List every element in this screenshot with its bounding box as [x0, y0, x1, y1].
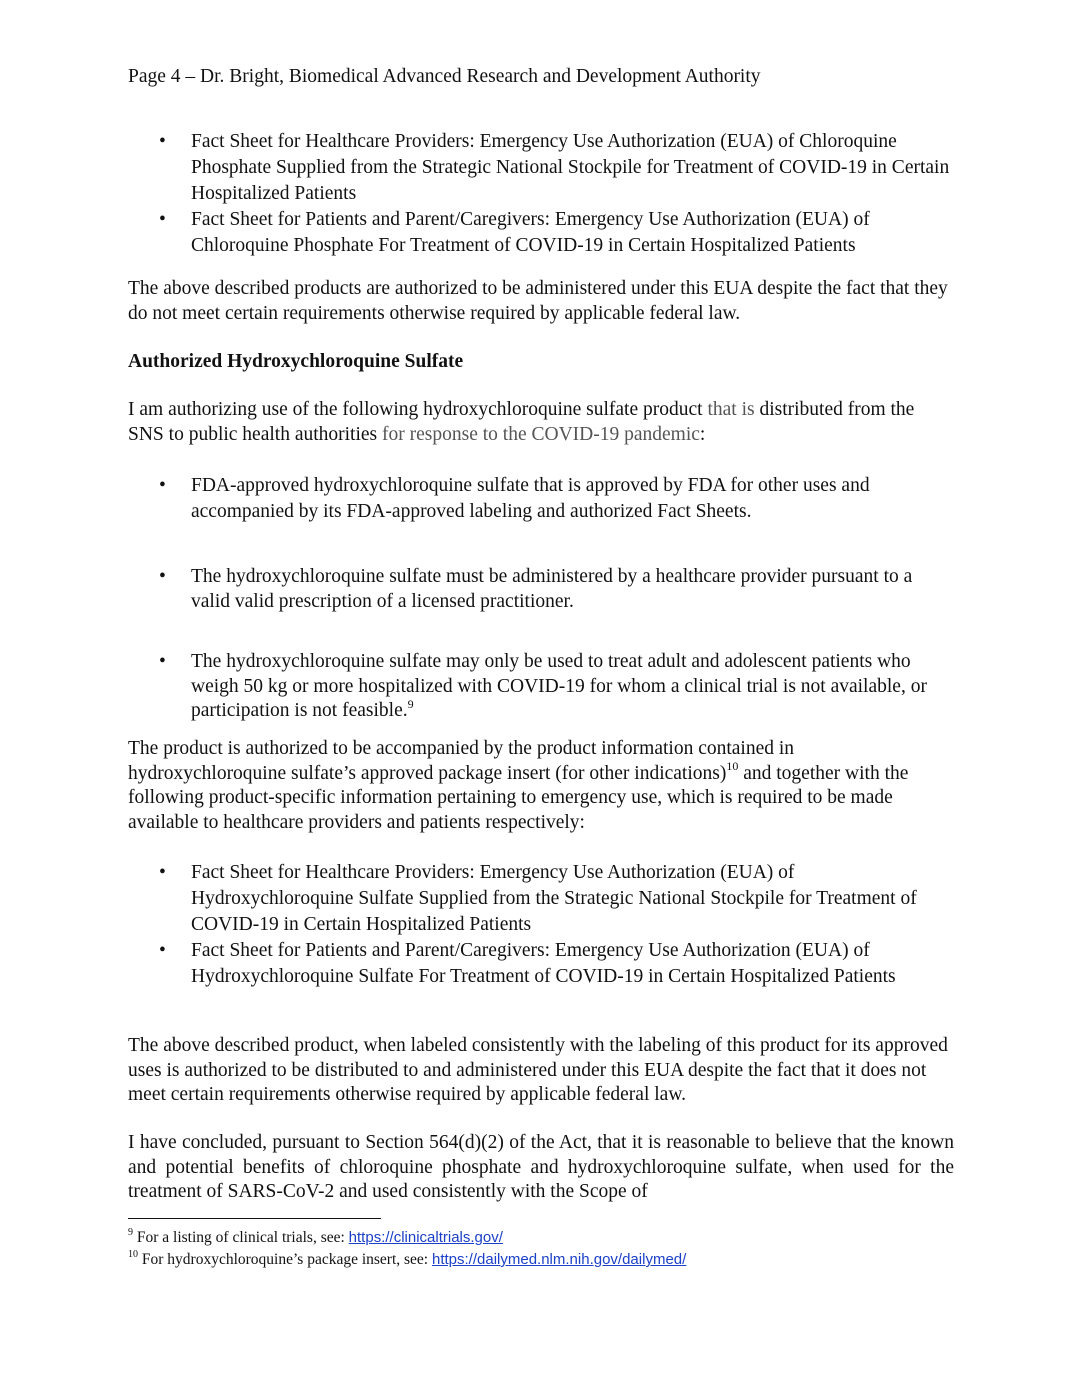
hcq-condition-list-1	[128, 473, 954, 525]
list-item: • The hydroxychloroquine sulfate must be administered by a healthcare provider pursuant to a valid valid prescription of a licensed practitioner.	[159, 566, 913, 612]
bullet-icon: •	[159, 862, 166, 883]
footnote-9: $^9$ For a listing of clinical trials, see: https://clinicaltrials.gov/	[128, 1226, 503, 1246]
bullet-icon: •	[159, 566, 166, 587]
hcq-authorization-intro: I am authorizing use of the following hydroxychloroquine sulfate product that is distributed from the SNS to public health authorities for response to the COVID-19 pandemic:	[128, 399, 915, 445]
list-item: • Fact Sheet for Healthcare Providers: Emergency Use Authorization (EUA) of Hydroxychloroquine Sulfate Supplied from the Strategic National Stockpile for Treatment of COVID-19 in Certain Hospitalized Patients	[159, 862, 917, 935]
hcq-fact-sheet-list	[128, 860, 954, 990]
list-item: • Fact Sheet for Healthcare Providers: Emergency Use Authorization (EUA) of Chloroquine Phosphate Supplied from the Strategic National Stockpile for Treatment of COVID-19 in Certain Hospitalized Patients	[159, 131, 950, 204]
chloroquine-authorization-paragraph: The above described products are authorized to be administered under this EUA despite the fact that they do not meet certain requirements otherwise required by applicable federal law.	[128, 278, 948, 324]
conclusion-paragraph: I have concluded, pursuant to Section 564(d)(2) of the Act, that it is reasonable to believe that the known and potential benefits of chloroquine phosphate and hydroxychloroquine sulfate, when used for the treatment of SARS-CoV-2 and used consistently with the Scope of	[128, 1132, 954, 1202]
bullet-icon: •	[159, 651, 166, 672]
page-header: Page 4 – Dr. Bright, Biomedical Advanced Research and Development Authority	[128, 66, 761, 87]
footnote-reference: 9	[407, 696, 414, 711]
footnote-reference: 10	[726, 759, 739, 773]
bullet-icon: •	[159, 131, 166, 152]
list-item: • Fact Sheet for Patients and Parent/Caregivers: Emergency Use Authorization (EUA) of Hydroxychloroquine Sulfate For Treatment of COVID-19 in Certain Hospitalized Patients	[159, 940, 896, 987]
hcq-authorization-paragraph: The above described product, when labeled consistently with the labeling of this product for its approved uses is authorized to be distributed to and administered under this EUA despite the fact that it does not meet certain requirements otherwise required by applicable federal law.	[128, 1035, 948, 1105]
list-item: • Fact Sheet for Patients and Parent/Caregivers: Emergency Use Authorization (EUA) of Chloroquine Phosphate For Treatment of COVID-19 in Certain Hospitalized Patients	[159, 209, 870, 256]
bullet-icon: •	[159, 209, 166, 230]
list-item: • The hydroxychloroquine sulfate may only be used to treat adult and adolescent patients who weigh 50 kg or more hospitalized with COVID-19 for whom a clinical trial is not available, or participation is not feasible.$^9$	[159, 651, 927, 721]
clinicaltrials-link[interactable]: https://clinicaltrials.gov/	[348, 1229, 503, 1246]
bullet-icon: •	[159, 475, 166, 496]
product-information-paragraph: The product is authorized to be accompanied by the product information contained in hydroxychloroquine sulfate’s approved package insert (for other indications)$^{10}$ and together with the following product-specific information pertaining to emergency use, which is required to be made available to healthcare providers and patients respectively:	[128, 738, 909, 833]
chloroquine-fact-sheet-list	[128, 129, 954, 259]
footnote-divider	[128, 1218, 381, 1219]
section-heading: Authorized Hydroxychloroquine Sulfate	[128, 351, 464, 372]
dailymed-link[interactable]: https://dailymed.nlm.nih.gov/dailymed/	[432, 1251, 687, 1268]
footnote-10: $^{10}$ For hydroxychloroquine’s package insert, see: https://dailymed.nlm.nih.gov/dailymed/	[128, 1248, 687, 1268]
hcq-condition-list-2	[128, 565, 954, 724]
list-item: • FDA-approved hydroxychloroquine sulfate that is approved by FDA for other uses and accompanied by its FDA-approved labeling and authorized Fact Sheets.	[159, 475, 870, 522]
bullet-icon: •	[159, 940, 166, 961]
